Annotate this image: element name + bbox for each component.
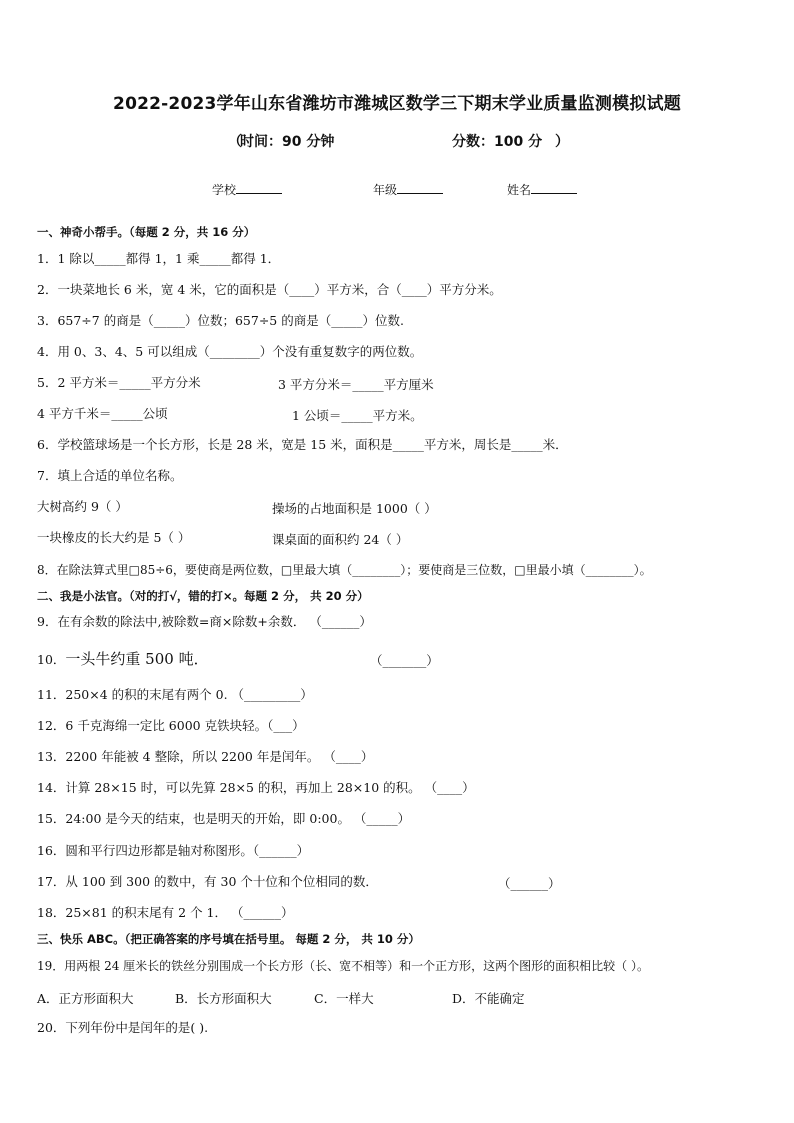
question-19: 19．用两根 24 厘米长的铁丝分别围成一个长方形（长、宽不相等）和一个正方形，这两个图形的面积相比较（ ）。 <box>37 959 649 973</box>
grade-field[interactable] <box>373 181 443 198</box>
page-title: 2022-2023学年山东省潍坊市潍城区数学三下期末学业质量监测模拟试题 <box>113 94 681 114</box>
question-7: 7．填上合适的单位名称。 <box>37 468 183 483</box>
question-4: 4．用 0、3、4、5 可以组成（________）个没有重复数字的两位数。 <box>37 344 423 359</box>
question-5a: 5．2 平方米＝_____平方分米 <box>37 375 201 390</box>
question-13: 13．2200 年能被 4 整除，所以 2200 年是闰年。 （____） <box>37 749 374 764</box>
question-14: 14．计算 28×15 时，可以先算 28×5 的积，再加上 28×10 的积。 （____） <box>37 780 475 795</box>
question-17-answer: （______） <box>498 876 561 891</box>
exam-info-paren-left: （ <box>228 134 242 150</box>
school-blank[interactable] <box>236 181 282 194</box>
question-12: 12．6 千克海绵一定比 6000 克铁块轻。（___） <box>37 718 305 733</box>
question-11: 11．250×4 的积的末尾有两个 0. （_________） <box>37 687 313 702</box>
exam-info-paren-right: ） <box>555 134 569 150</box>
question-6: 6．学校篮球场是一个长方形，长是 28 米，宽是 15 米，面积是_____平方米，周长是_____米． <box>37 437 568 452</box>
student-info-fields <box>0 181 794 201</box>
question-5d: 1 公顷＝_____平方米。 <box>292 408 423 423</box>
choice-c[interactable]: C．一样大 <box>314 991 374 1006</box>
choice-d[interactable]: D．不能确定 <box>452 991 525 1006</box>
choice-b[interactable]: B．长方形面积大 <box>175 991 272 1006</box>
grade-blank[interactable] <box>397 181 443 194</box>
name-blank[interactable] <box>531 181 577 194</box>
exam-time: 时间：90 分钟 <box>240 134 335 150</box>
question-10 <box>37 651 209 668</box>
question-2: 2．一块菜地长 6 米，宽 4 米，它的面积是（____）平方米，合（____）平方分米。 <box>37 282 502 297</box>
school-field[interactable] <box>212 181 282 198</box>
question-7b: 操场的占地面积是 1000（ ） <box>272 501 437 516</box>
question-16: 16．圆和平行四边形都是轴对称图形。（______） <box>37 843 310 858</box>
exam-info <box>228 131 578 151</box>
question-20: 20．下列年份中是闰年的是( ). <box>37 1020 209 1035</box>
question-18: 18．25×81 的积末尾有 2 个 1． （______） <box>37 905 294 920</box>
question-17: 17．从 100 到 300 的数中，有 30 个十位和个位相同的数． <box>37 874 378 889</box>
question-7d: 课桌面的面积约 24（ ） <box>272 532 409 547</box>
section-3-heading: 三、快乐 ABC。（把正确答案的序号填在括号里。 每题 2 分， 共 10 分） <box>37 932 420 946</box>
grade-label: 年级 <box>373 183 398 197</box>
question-1: 1．1 除以_____都得 1，1 乘_____都得 1． <box>37 251 281 266</box>
question-10-number: 10． <box>37 652 66 667</box>
question-10-answer: （_______） <box>370 653 439 668</box>
question-3: 3．657÷7 的商是（_____）位数；657÷5 的商是（_____）位数. <box>37 313 404 328</box>
question-7c: 一块橡皮的长大约是 5（ ） <box>37 530 191 545</box>
question-9: 9．在有余数的除法中,被除数=商×除数+余数． （______） <box>37 614 372 629</box>
school-label: 学校 <box>212 183 237 197</box>
question-7a: 大树高约 9（ ） <box>37 499 128 514</box>
section-1-heading: 一、神奇小帮手。（每题 2 分，共 16 分） <box>37 225 256 239</box>
section-2-heading: 二、我是小法官。（对的打√，错的打×。每题 2 分， 共 20 分） <box>37 589 369 603</box>
name-label: 姓名 <box>507 183 532 197</box>
question-10-text: 一头牛约重 500 吨． <box>65 650 209 668</box>
name-field[interactable] <box>507 181 577 198</box>
choice-a[interactable]: A．正方形面积大 <box>37 991 134 1006</box>
question-8: 8．在除法算式里□85÷6，要使商是两位数，□里最大填（________）；要使商是三位数，□里最小填（________）。 <box>37 563 652 577</box>
question-5b: 3 平方分米＝_____平方厘米 <box>278 377 434 392</box>
question-15: 15．24:00 是今天的结束，也是明天的开始，即 0:00。 （_____） <box>37 811 411 826</box>
exam-score: 分数：100 分 <box>452 134 543 150</box>
question-5c: 4 平方千米＝_____公顷 <box>37 406 168 421</box>
